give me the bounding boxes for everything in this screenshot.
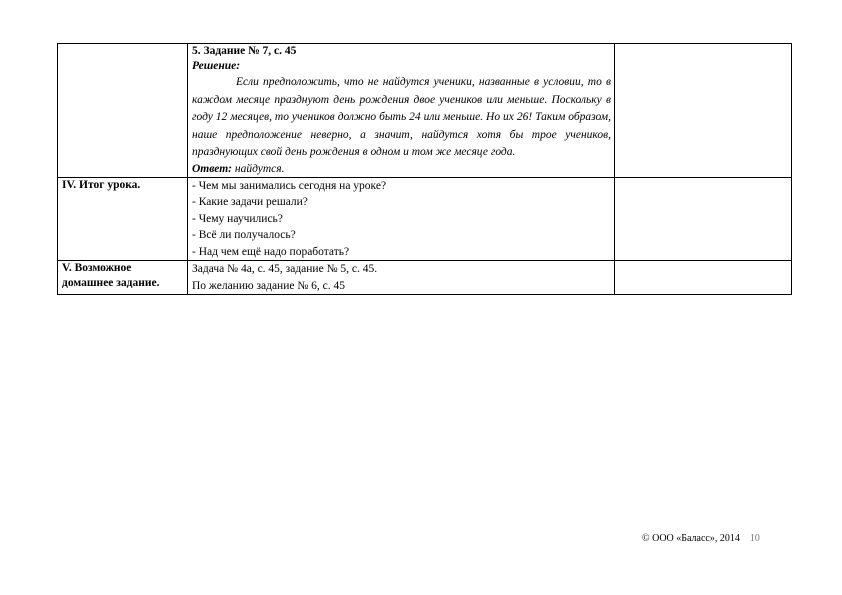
page-footer [642, 533, 760, 544]
homework-line: По желанию задание № 6, с. 45 [192, 279, 346, 292]
table-row [58, 44, 792, 178]
answer-line [192, 162, 611, 177]
notes-cell [615, 44, 792, 178]
solution-label: Решение: [192, 60, 241, 72]
summary-question: - Чем мы занимались сегодня на уроке? [192, 179, 387, 192]
copyright-text: © ООО «Баласс», 2014 [642, 533, 740, 544]
stage-homework: V. Возможное домашнее задание. [58, 261, 188, 295]
table-row [58, 261, 792, 295]
stage-summary: IV. Итог урока. [58, 177, 188, 261]
page-number: 10 [749, 533, 760, 544]
answer-text: найдутся. [231, 162, 285, 175]
summary-question: - Какие задачи решали? [192, 196, 308, 208]
summary-questions-cell [188, 177, 615, 261]
stage-cell-empty [58, 44, 188, 178]
summary-question: - Всё ли получалось? [192, 229, 296, 241]
task-title: 5. Задание № 7, с. 45 [192, 45, 297, 57]
summary-question: - Над чем ещё надо поработать? [192, 245, 350, 258]
table-row [58, 177, 792, 261]
answer-label: Ответ: [192, 162, 232, 175]
summary-question: - Чему научились? [192, 212, 283, 225]
solution-text: Если предположить, что не найдутся ученики, названные в условии, то в каждом месяце празднуют день рождения двое учеников или меньше. Поскольку в году 12 месяцев, то учеников должно быть 24 или меньше. Но их 26! Таким образом, наше предположение неверно, а значит, найдутся хотя бы трое учеников, празднующих свой день рождения в одном и том же месяце года. [192, 76, 611, 158]
task-cell [188, 44, 615, 178]
homework-cell [188, 261, 615, 295]
notes-cell [615, 261, 792, 295]
homework-line: Задача № 4а, с. 45, задание № 5, с. 45. [192, 263, 378, 275]
lesson-plan-table [57, 43, 792, 295]
notes-cell [615, 177, 792, 261]
